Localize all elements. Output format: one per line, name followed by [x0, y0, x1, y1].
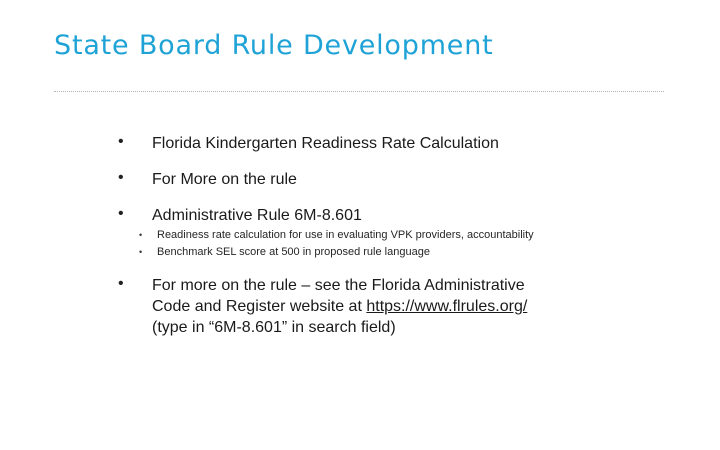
slide-title: State Board Rule Development — [54, 30, 494, 61]
title-divider — [54, 91, 664, 92]
bullet-marker: • — [118, 133, 124, 150]
search-instruction-text: (type in “6M-8.601” in search field) — [152, 319, 396, 336]
bullet-text-readiness-rate: Florida Kindergarten Readiness Rate Calculation — [152, 135, 499, 152]
bullet-marker: • — [118, 205, 124, 222]
sub-bullet-marker: • — [139, 247, 143, 257]
bullet-text-more-on-rule: For More on the rule — [152, 171, 297, 188]
bullet-text-continuation — [152, 297, 527, 317]
bullet-marker: • — [118, 169, 124, 186]
flrules-link[interactable]: https://www.flrules.org/ — [366, 298, 528, 315]
sub-bullet-marker: • — [139, 230, 143, 240]
bullet-marker: • — [118, 275, 124, 292]
website-text: Code and Register website at — [152, 298, 367, 315]
bullet-text-see-florida-admin-code: For more on the rule – see the Florida Administrative — [152, 277, 525, 294]
bullet-text-administrative-rule: Administrative Rule 6M-8.601 — [152, 207, 362, 224]
sub-bullet-text-readiness-calculation: Readiness rate calculation for use in evaluating VPK providers, accountability — [157, 229, 534, 241]
sub-bullet-text-benchmark-sel: Benchmark SEL score at 500 in proposed rule language — [157, 246, 430, 258]
